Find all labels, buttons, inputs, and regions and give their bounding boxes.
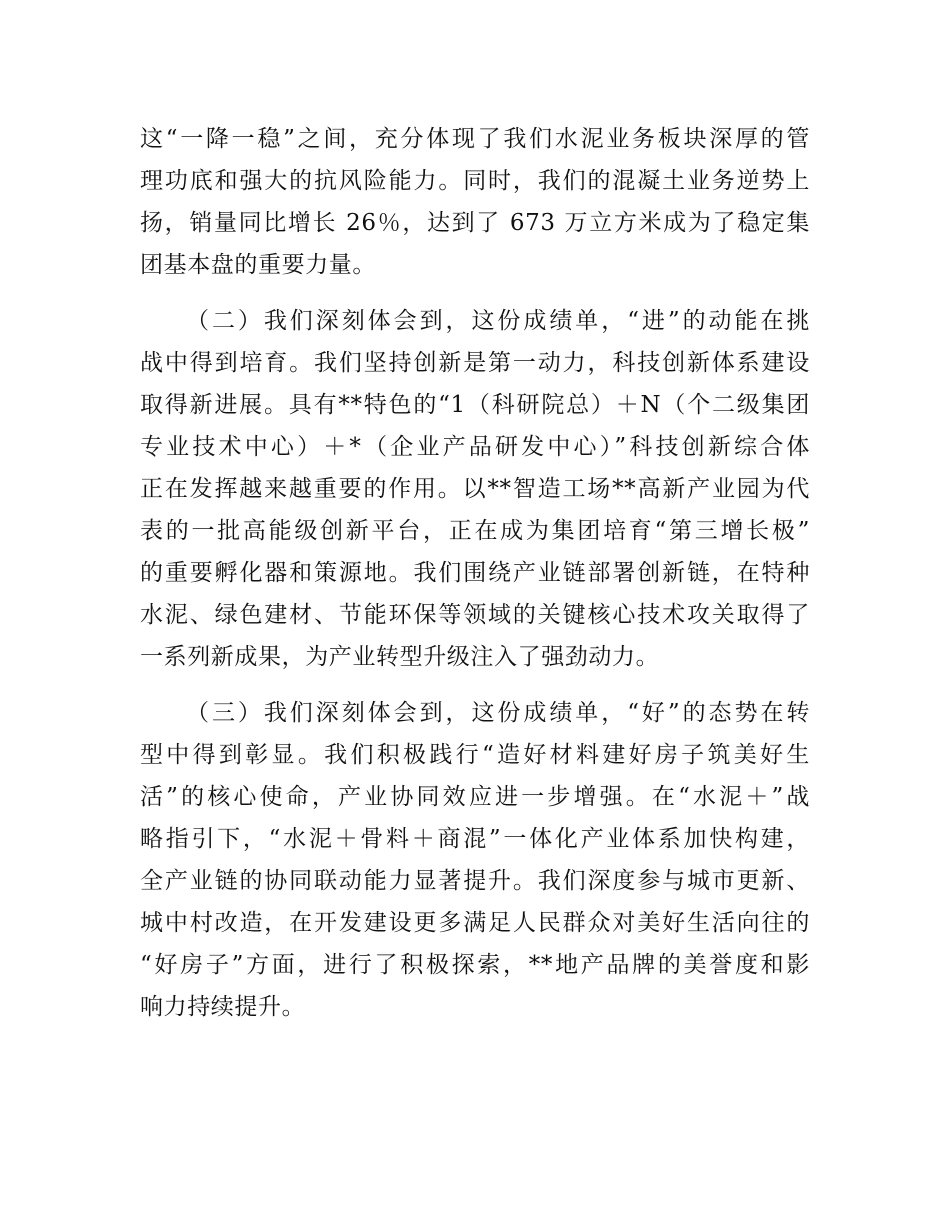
paragraph-line: 活”的核心使命，产业协同效应进一步增强。在“水泥＋”战 xyxy=(140,784,810,810)
paragraph-line: 这“一降一稳”之间，充分体现了我们水泥业务板块深厚的管 xyxy=(140,126,810,152)
paragraph-line: 正在发挥越来越重要的作用。以**智造工场**高新产业园为代 xyxy=(140,476,810,502)
paragraph-line: 一系列新成果，为产业转型升级注入了强劲动力。 xyxy=(140,644,660,670)
paragraph-line: “好房子”方面，进行了积极探索，**地产品牌的美誉度和影 xyxy=(140,952,810,978)
paragraph-line: 取得新进展。具有**特色的“1（科研院总）＋N（个二级集团 xyxy=(140,392,810,418)
paragraph-line: 响力持续提升。 xyxy=(140,994,306,1020)
paragraph-line: 的重要孵化器和策源地。我们围绕产业链部署创新链，在特种 xyxy=(140,560,810,586)
paragraph-line: 团基本盘的重要力量。 xyxy=(140,252,376,278)
paragraph-line: 扬，销量同比增长 26％，达到了 673 万立方米成为了稳定集 xyxy=(140,210,810,236)
paragraph-line: 理功底和强大的抗风险能力。同时，我们的混凝土业务逆势上 xyxy=(140,168,810,194)
paragraph-line: 全产业链的协同联动能力显著提升。我们深度参与城市更新、 xyxy=(140,868,810,894)
paragraph-line: 城中村改造，在开发建设更多满足人民群众对美好生活向往的 xyxy=(140,910,810,936)
paragraph-line: 水泥、绿色建材、节能环保等领域的关键核心技术攻关取得了 xyxy=(140,602,810,628)
paragraph-line: （三）我们深刻体会到，这份成绩单，“好”的态势在转 xyxy=(186,700,810,726)
paragraph-line: 略指引下，“水泥＋骨料＋商混”一体化产业体系加快构建， xyxy=(140,826,810,852)
paragraph-line: （二）我们深刻体会到，这份成绩单，“进”的动能在挑 xyxy=(186,308,810,334)
paragraph-line: 战中得到培育。我们坚持创新是第一动力，科技创新体系建设 xyxy=(140,350,810,376)
paragraph-line: 型中得到彰显。我们积极践行“造好材料建好房子筑美好生 xyxy=(140,742,810,768)
paragraph-line: 表的一批高能级创新平台，正在成为集团培育“第三增长极” xyxy=(140,518,810,544)
paragraph-line: 专业技术中心）＋*（企业产品研发中心）”科技创新综合体 xyxy=(140,434,810,460)
